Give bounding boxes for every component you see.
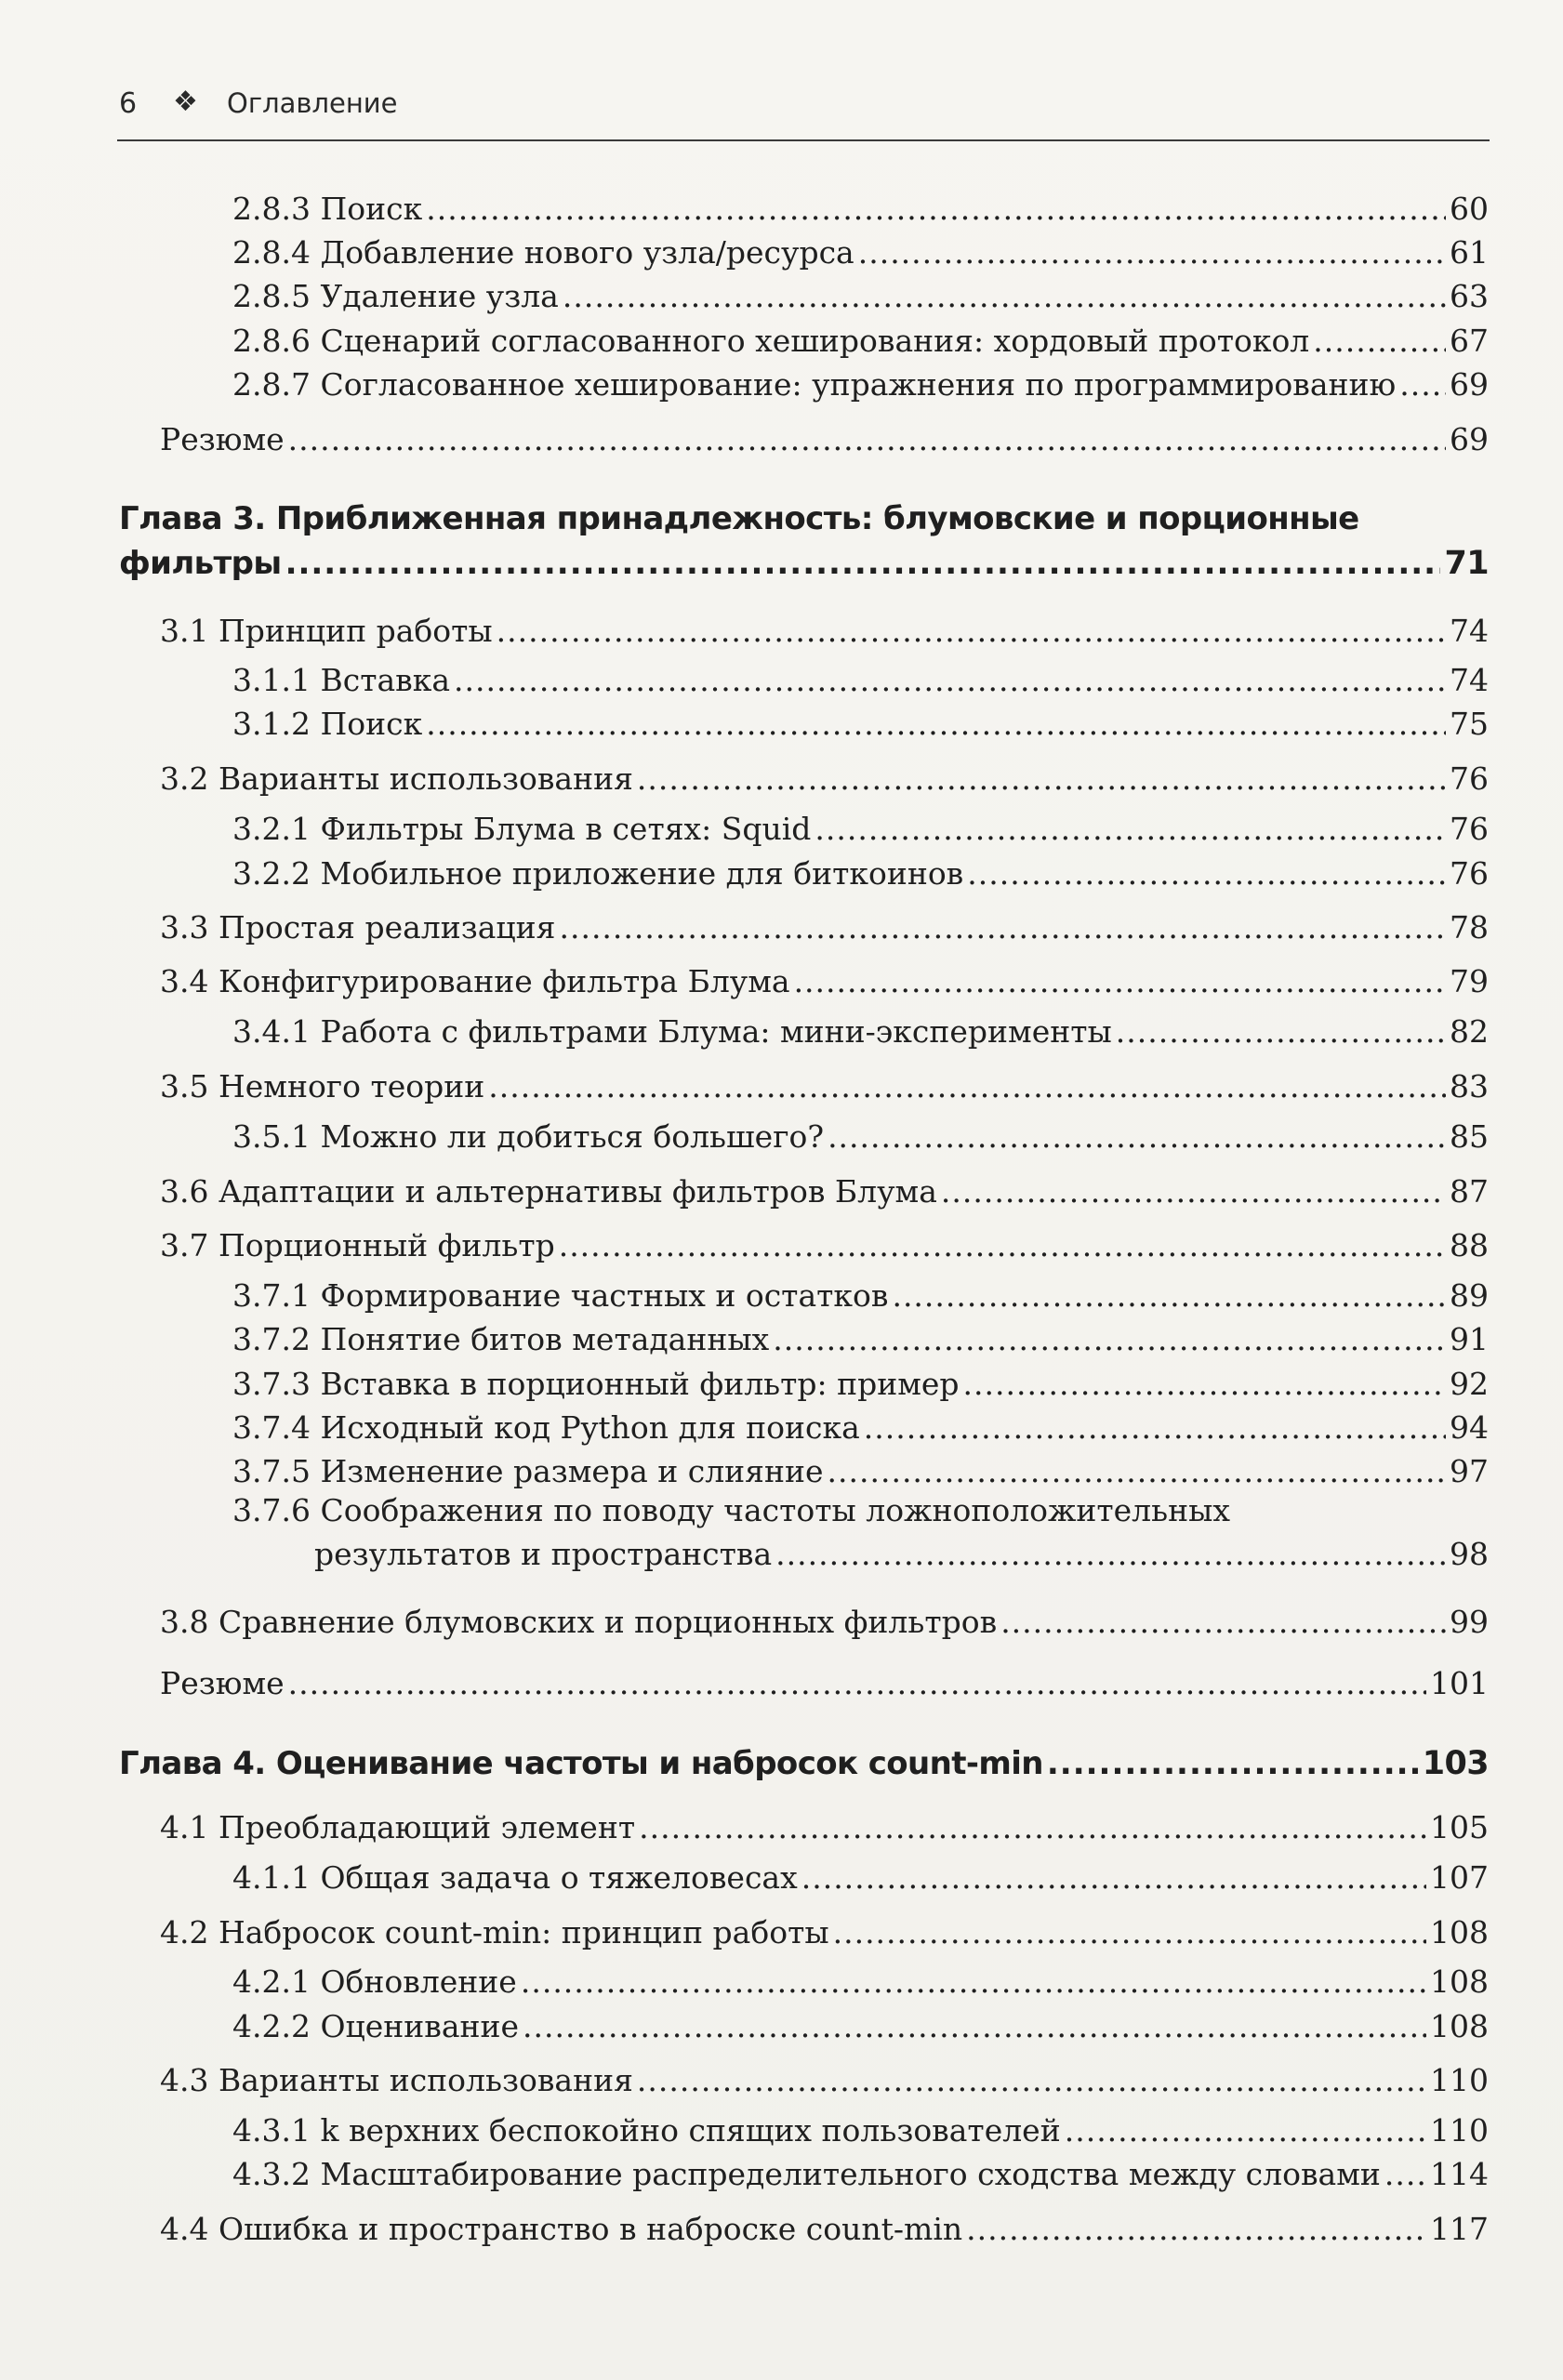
toc-entry: 2.8.6 Сценарий согласованного хеширования: хордовый протокол ..... 67 (232, 321, 1489, 362)
toc-entry: 4.2.1 Обновление ..... 108 (232, 1962, 1489, 2003)
toc-entry-line: 3.7.6 Соображения по поводу частоты ложноположительных (232, 1492, 1230, 1528)
toc-entry: 4.2 Набросок count-min: принцип работы ..... 108 (160, 1912, 1489, 1953)
toc-entry: 3.7.4 Исходный код Python для поиска ..... 94 (232, 1408, 1489, 1448)
toc-entry: 4.2.2 Оценивание ..... 108 (232, 2006, 1489, 2047)
toc-entry: 3.7.3 Вставка в порционный фильтр: пример ..... 92 (232, 1364, 1489, 1405)
toc-entry: 4.4 Ошибка и пространство в наброске count-min ..... 117 (160, 2209, 1489, 2250)
toc-entry: 3.2 Варианты использования ..... 76 (160, 759, 1489, 800)
toc-entry: 4.3.2 Масштабирование распределительного сходства между словами ..... 114 (232, 2154, 1489, 2195)
chapter-heading: Глава 4. Оценивание частоты и набросок count-min ..... 103 (119, 1743, 1489, 1784)
toc-entry: 3.1 Принцип работы ..... 74 (160, 611, 1489, 652)
header-title: Оглавление (227, 87, 398, 119)
toc-entry: 3.7 Порционный фильтр ..... 88 (160, 1225, 1489, 1266)
toc-entry: 3.2.2 Мобильное приложение для биткоинов ..... 76 (232, 853, 1489, 894)
toc-entry: 3.1.2 Поиск ..... 75 (232, 704, 1489, 745)
toc-entry: 2.8.5 Удаление узла ..... 63 (232, 276, 1489, 317)
toc-entry: 3.5 Немного теории ..... 83 (160, 1066, 1489, 1107)
toc-entry: 4.3 Варианты использования ..... 110 (160, 2060, 1489, 2101)
toc-entry: 3.4 Конфигурирование фильтра Блума ..... 79 (160, 961, 1489, 1002)
toc-entry: 3.7.2 Понятие битов метаданных ..... 91 (232, 1319, 1489, 1360)
toc-entry: 2.8.4 Добавление нового узла/ресурса ..... 61 (232, 232, 1489, 273)
toc-entry: 3.6 Адаптации и альтернативы фильтров Блума ..... 87 (160, 1171, 1489, 1212)
toc-entry: 4.3.1 k верхних беспокойно спящих пользователей ..... 110 (232, 2110, 1489, 2151)
toc-entry: Резюме ..... 101 (160, 1663, 1489, 1704)
toc-entry: Резюме ..... 69 (160, 419, 1489, 460)
toc-entry: результатов и пространства ..... 98 (314, 1534, 1489, 1575)
chapter-heading: Глава 3. Приближенная принадлежность: блумовские и порционные (119, 500, 1359, 537)
toc-entry: 4.1 Преобладающий элемент ..... 105 (160, 1807, 1489, 1848)
chapter-heading: фильтры ..... 71 (119, 543, 1489, 584)
toc-entry: 3.3 Простая реализация ..... 78 (160, 907, 1489, 948)
toc-entry: 2.8.3 Поиск ..... 60 (232, 189, 1489, 230)
toc-entry: 3.5.1 Можно ли добиться большего? ..... 85 (232, 1117, 1489, 1157)
toc-entry: 3.7.5 Изменение размера и слияние ..... 97 (232, 1451, 1489, 1492)
toc-entry: 3.4.1 Работа с фильтрами Блума: мини-эксперименты ..... 82 (232, 1012, 1489, 1052)
toc-entry: 2.8.7 Согласованное хеширование: упражнения по программированию ..... 69 (232, 364, 1489, 405)
toc-entry: 3.2.1 Фильтры Блума в сетях: Squid ..... 76 (232, 809, 1489, 850)
toc-entry: 3.8 Сравнение блумовских и порционных фильтров ..... 99 (160, 1602, 1489, 1643)
page-number: 6 (119, 87, 138, 120)
header-rule (117, 139, 1490, 141)
toc-entry: 3.1.1 Вставка ..... 74 (232, 660, 1489, 701)
ornament-icon: ❖ (173, 86, 198, 118)
toc-entry: 3.7.1 Формирование частных и остатков ..... 89 (232, 1276, 1489, 1316)
toc-entry: 4.1.1 Общая задача о тяжеловесах ..... 107 (232, 1858, 1489, 1898)
